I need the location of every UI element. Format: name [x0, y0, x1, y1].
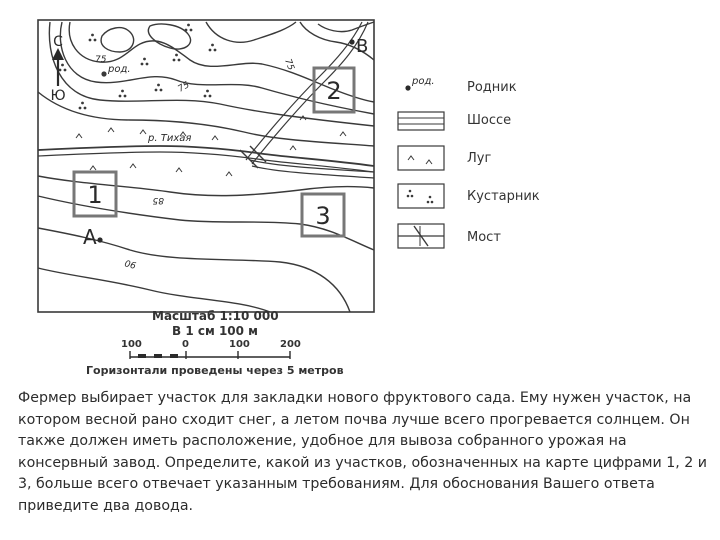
plot-3-number: 3 [315, 202, 331, 230]
point-a-marker [97, 237, 102, 242]
legend-label-highway: Шоссе [467, 113, 512, 128]
scale-tick-label: 100 [229, 339, 250, 350]
plot-2-number: 2 [326, 77, 342, 105]
scale-tick-label: 0 [182, 339, 189, 350]
scale-tick-label: 100 [121, 339, 142, 350]
legend-spring-symbol-label: род. [412, 76, 435, 87]
spring-map-label: род. [108, 64, 131, 75]
legend-label-shrub: Кустарник [467, 189, 540, 204]
compass-north-label: С [53, 34, 63, 50]
legend-label-meadow: Луг [467, 151, 492, 166]
point-b-marker [349, 39, 354, 44]
task-text: Фермер выбирает участок для закладки нового фруктового сада. Ему нужен участок, на котором весной рано сходит снег, а летом почва лучше всего прогревается солнцем. Он также должен иметь расположение, удобное для вывоза собранного урожая на консервный завод. Определите, какой из участков, обозначенных на карте цифрами 1, 2 и 3, больше всего отвечает указанным требованиям. Для обоснования Вашего ответа приведите два довода. [18, 390, 708, 514]
spring-on-map [101, 71, 106, 76]
legend-label-spring: Родник [467, 80, 517, 95]
legend-label-bridge: Мост [467, 230, 501, 245]
point-b-label: В [356, 36, 369, 57]
contour-label: 85 [152, 195, 164, 205]
contour-label: 06 [123, 259, 137, 272]
shrub-icon [398, 184, 444, 208]
contour-label: 75 [95, 55, 107, 65]
scale-subtitle: В 1 см 100 м [172, 324, 258, 338]
river-label: р. Тихая [148, 133, 192, 144]
highway-icon [398, 112, 444, 130]
scale-title: Масштаб 1:10 000 [152, 309, 279, 323]
contour-interval-note: Горизонтали проведены через 5 метров [86, 364, 344, 377]
legend [398, 76, 444, 248]
plot-1-number: 1 [87, 181, 103, 209]
compass-south-label: Ю [50, 88, 66, 104]
meadow-icon [398, 146, 444, 170]
point-a-label: А [83, 225, 97, 249]
scale-tick-label: 200 [280, 339, 301, 350]
contour-label: 75 [282, 57, 296, 72]
scale-bar [130, 351, 290, 359]
contour-label: 75 [176, 80, 192, 95]
spring-icon [405, 85, 410, 90]
